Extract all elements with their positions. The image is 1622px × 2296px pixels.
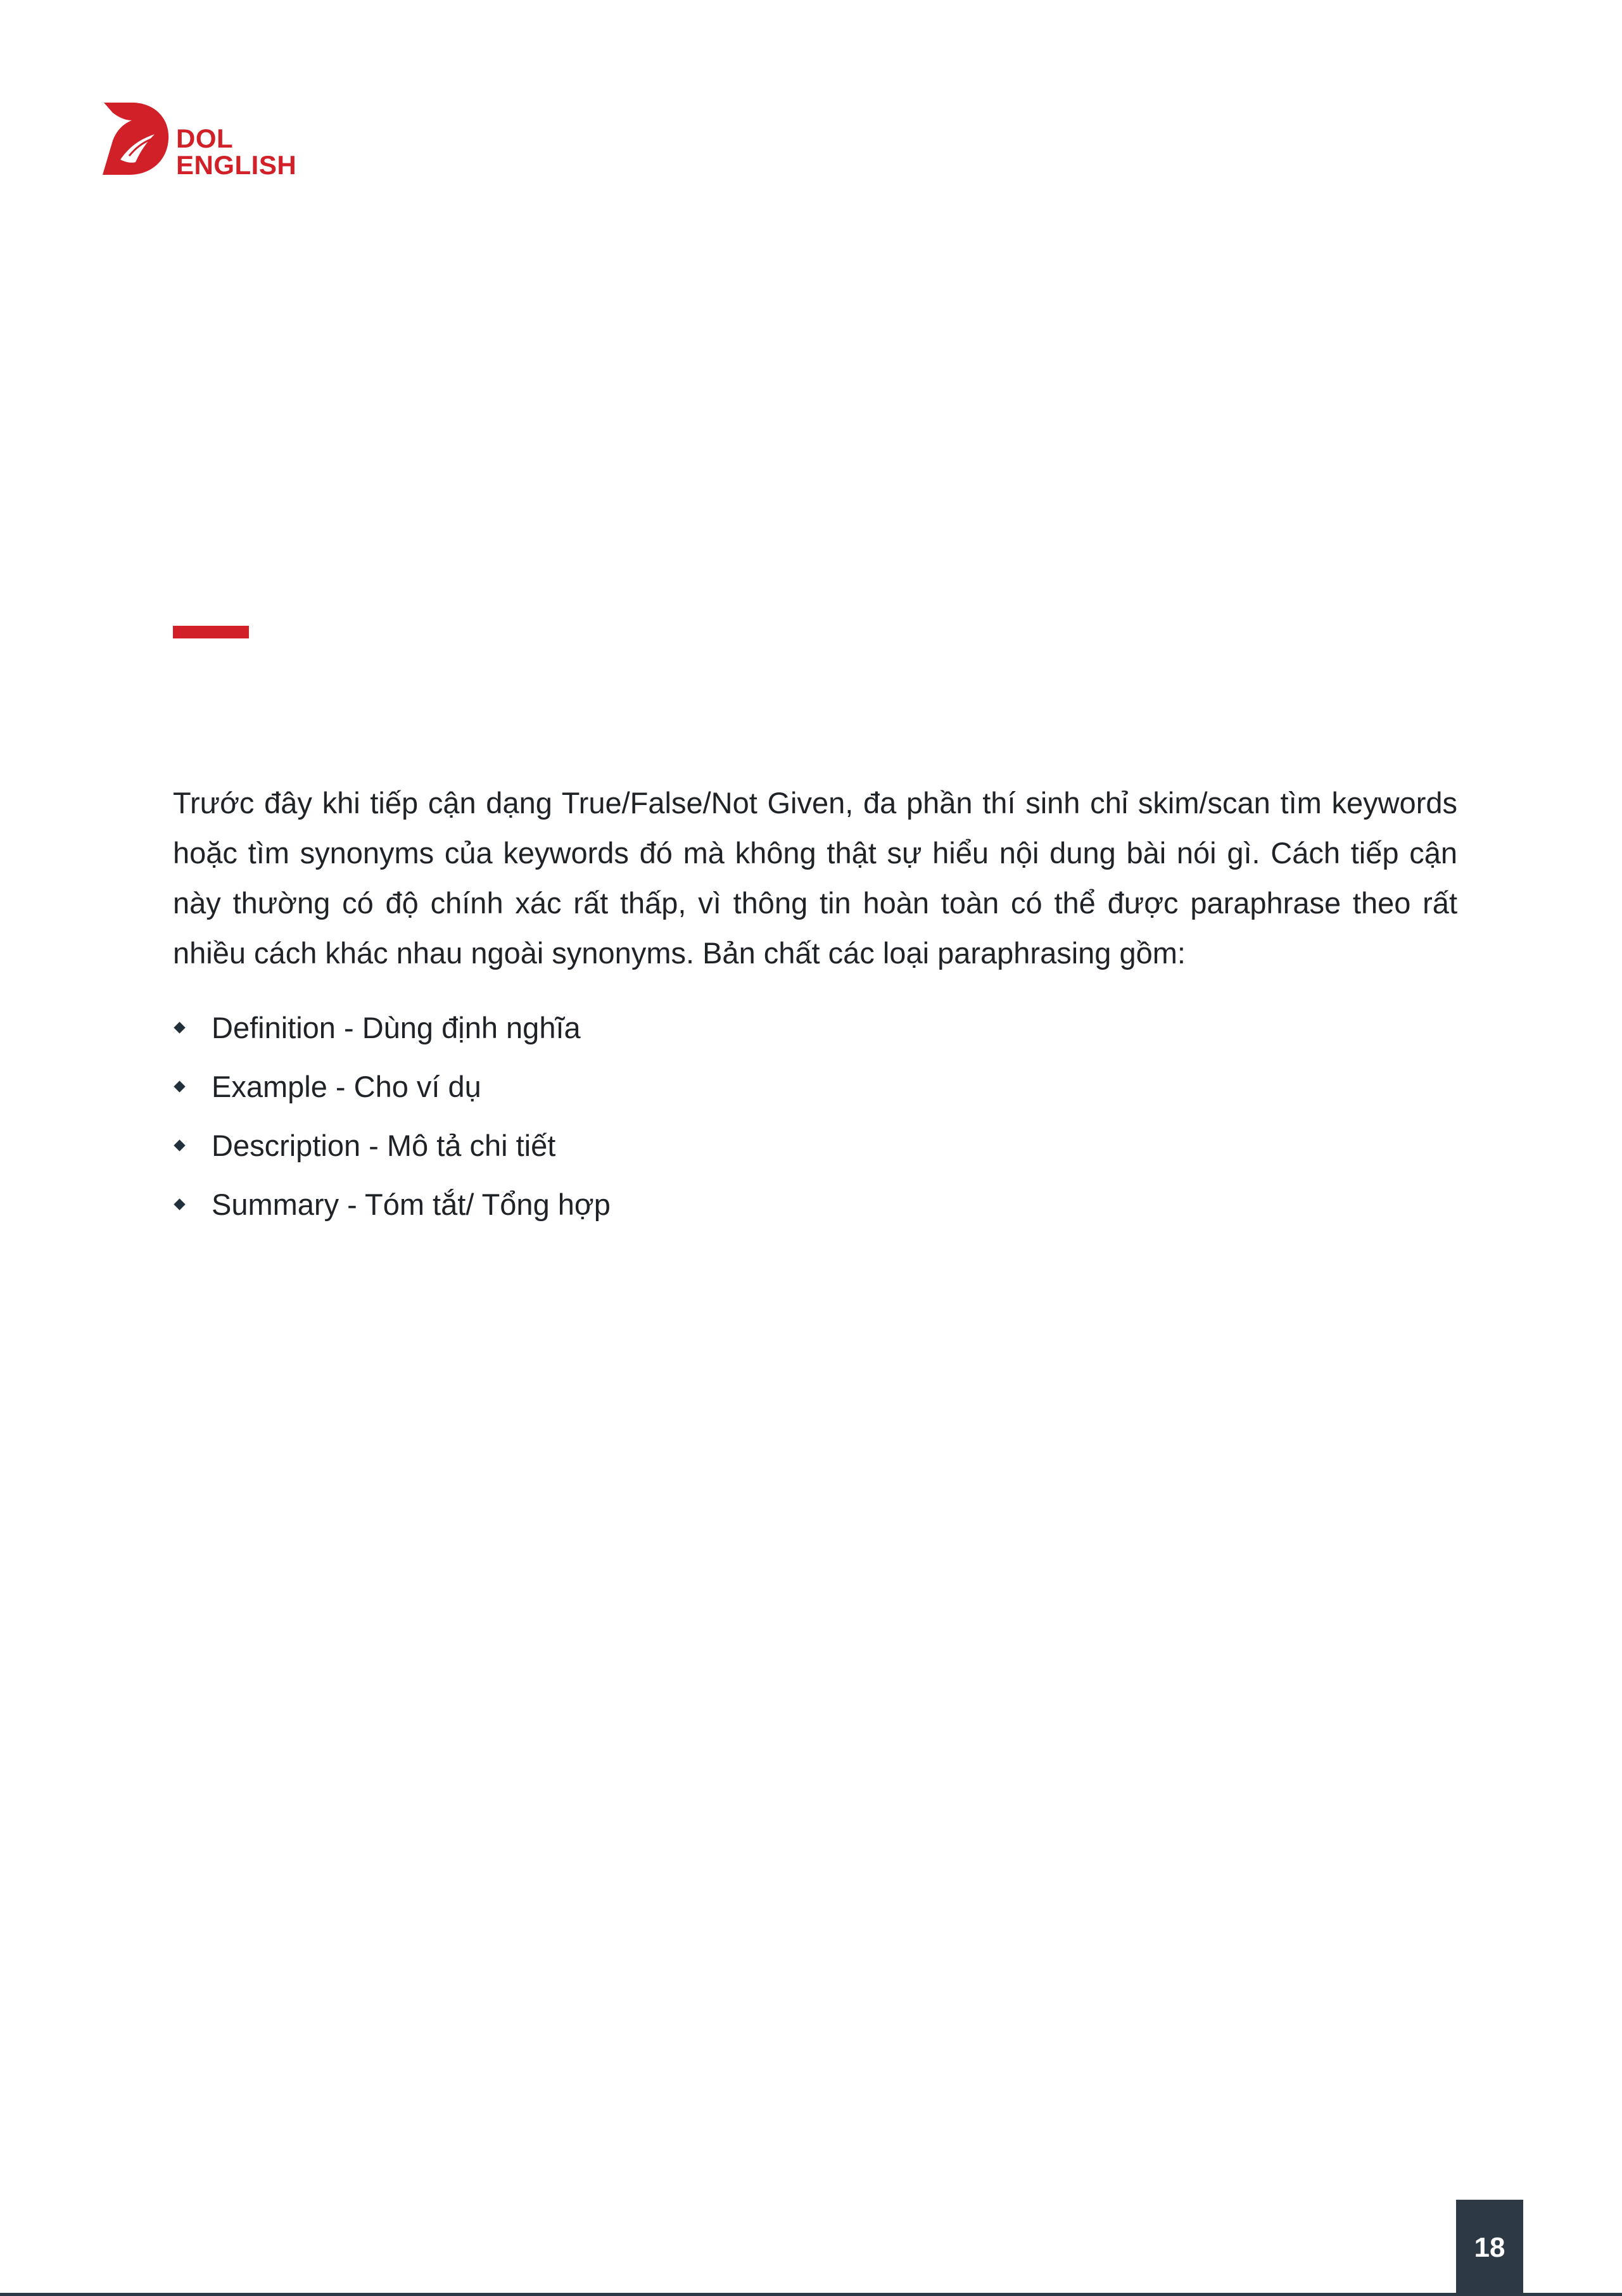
page-number: 18 (1456, 2200, 1523, 2296)
paraphrasing-types-list (173, 998, 1457, 1234)
diamond-bullet-icon (174, 1022, 185, 1033)
dol-logo-icon (101, 101, 170, 176)
brand-wordmark (176, 125, 296, 179)
list-item (173, 1175, 1457, 1234)
list-item-text: Definition - Dùng định nghĩa (212, 1011, 581, 1044)
diamond-bullet-icon (174, 1081, 185, 1092)
list-item-text: Description - Mô tả chi tiết (212, 1129, 556, 1162)
brand-logo (101, 101, 298, 181)
brand-line-1: DOL (176, 124, 234, 153)
main-content (173, 778, 1457, 1234)
list-item (173, 1116, 1457, 1175)
bottom-rule (0, 2293, 1622, 2296)
list-item (173, 1057, 1457, 1116)
brand-line-2: ENGLISH (176, 150, 297, 180)
section-accent-bar (173, 626, 249, 638)
list-item (173, 998, 1457, 1057)
list-item-text: Example - Cho ví dụ (212, 1070, 481, 1103)
list-item-text: Summary - Tóm tắt/ Tổng hợp (212, 1188, 611, 1221)
body-paragraph: Trước đây khi tiếp cận dạng True/False/Not Given, đa phần thí sinh chỉ skim/scan tìm keywords hoặc tìm synonyms của keywords đó mà không thật sự hiểu nội dung bài nói gì. Cách tiếp cận này thường có độ chính xác rất thấp, vì thông tin hoàn toàn có thể được paraphrase theo rất nhiều cách khác nhau ngoài synonyms. Bản chất các loại paraphrasing gồm: (173, 786, 1457, 970)
diamond-bullet-icon (174, 1198, 185, 1210)
diamond-bullet-icon (174, 1139, 185, 1151)
